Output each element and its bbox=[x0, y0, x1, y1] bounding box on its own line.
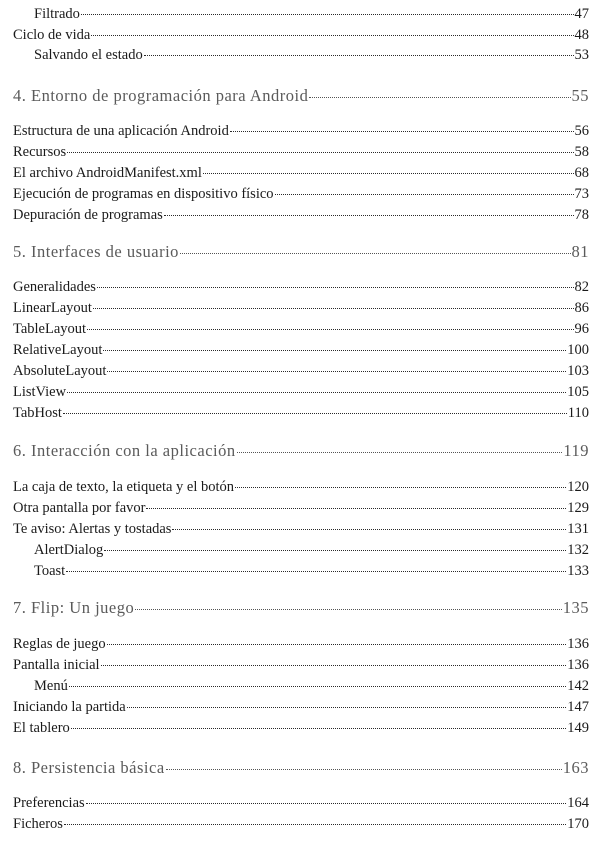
toc-entry-page: 103 bbox=[567, 363, 589, 379]
dot-leader bbox=[97, 287, 574, 288]
toc-entry-page: 132 bbox=[567, 542, 589, 558]
toc-chapter-8[interactable] bbox=[13, 757, 589, 779]
toc-entry-label: El tablero bbox=[13, 720, 70, 736]
toc-chapter-title: 7. Flip: Un juego bbox=[13, 598, 135, 617]
toc-entry-label: AlertDialog bbox=[34, 542, 104, 558]
toc-entry-page: 131 bbox=[567, 521, 589, 537]
toc-chapter-page: 81 bbox=[571, 242, 589, 261]
toc-entry-label: LinearLayout bbox=[13, 300, 92, 316]
toc-entry-label: Menú bbox=[34, 678, 68, 694]
toc-entry-te-aviso[interactable] bbox=[13, 520, 589, 538]
toc-entry-alertdialog[interactable] bbox=[34, 541, 589, 559]
toc-entry-label: Ejecución de programas en dispositivo físico bbox=[13, 186, 274, 202]
toc-entry-page: 73 bbox=[574, 186, 589, 202]
toc-entry-label: ListView bbox=[13, 384, 67, 400]
toc-entry-page: 47 bbox=[574, 6, 589, 22]
toc-entry-label: TableLayout bbox=[13, 321, 87, 337]
toc-entry-page: 68 bbox=[574, 165, 589, 181]
toc-chapter-page: 119 bbox=[563, 441, 589, 460]
toc-entry-label: Toast bbox=[34, 563, 66, 579]
toc-entry-page: 129 bbox=[567, 500, 589, 516]
toc-entry-page: 120 bbox=[567, 479, 589, 495]
toc-entry-page: 56 bbox=[574, 123, 589, 139]
toc-entry-page: 105 bbox=[567, 384, 589, 400]
dot-leader bbox=[101, 665, 567, 666]
dot-leader bbox=[127, 707, 567, 708]
toc-entry-otra-pantalla[interactable] bbox=[13, 499, 589, 517]
toc-entry-label: El archivo AndroidManifest.xml bbox=[13, 165, 202, 181]
dot-leader bbox=[103, 350, 566, 351]
toc-entry-filtrado[interactable] bbox=[34, 5, 589, 23]
toc-entry-page: 48 bbox=[574, 27, 589, 43]
toc-chapter-page: 163 bbox=[562, 758, 589, 777]
dot-leader bbox=[235, 487, 566, 488]
toc-entry-absolutelayout[interactable] bbox=[13, 362, 589, 380]
dot-leader bbox=[203, 173, 574, 174]
toc-chapter-title: 4. Entorno de programación para Android bbox=[13, 86, 309, 105]
toc-entry-page: 96 bbox=[574, 321, 589, 337]
dot-leader bbox=[93, 308, 574, 309]
toc-entry-recursos[interactable] bbox=[13, 143, 589, 161]
dot-leader bbox=[107, 644, 567, 645]
dot-leader bbox=[87, 329, 573, 330]
dot-leader bbox=[275, 194, 574, 195]
toc-entry-linearlayout[interactable] bbox=[13, 299, 589, 317]
toc-entry-generalidades[interactable] bbox=[13, 278, 589, 296]
toc-entry-label: Salvando el estado bbox=[34, 47, 143, 63]
toc-entry-label: Te aviso: Alertas y tostadas bbox=[13, 521, 172, 537]
toc-entry-menu[interactable] bbox=[34, 677, 589, 695]
toc-entry-label: Reglas de juego bbox=[13, 636, 106, 652]
toc-chapter-page: 55 bbox=[571, 86, 589, 105]
toc-entry-page: 100 bbox=[567, 342, 589, 358]
toc-entry-label: TabHost bbox=[13, 405, 62, 421]
dot-leader bbox=[86, 803, 567, 804]
toc-entry-ejecucion[interactable] bbox=[13, 185, 589, 203]
toc-entry-page: 170 bbox=[567, 816, 589, 832]
toc-entry-androidmanifest[interactable] bbox=[13, 164, 589, 182]
toc-entry-page: 149 bbox=[567, 720, 589, 736]
dot-leader bbox=[69, 686, 566, 687]
toc-entry-label: Ciclo de vida bbox=[13, 27, 91, 43]
dot-leader bbox=[63, 413, 567, 414]
toc-entry-ciclo-de-vida[interactable] bbox=[13, 26, 589, 44]
toc-entry-relativelayout[interactable] bbox=[13, 341, 589, 359]
toc-entry-tabhost[interactable] bbox=[13, 404, 589, 422]
toc-entry-label: Preferencias bbox=[13, 795, 85, 811]
toc-entry-label: La caja de texto, la etiqueta y el botón bbox=[13, 479, 235, 495]
dot-leader bbox=[230, 131, 574, 132]
dot-leader bbox=[71, 728, 566, 729]
dot-leader bbox=[64, 824, 566, 825]
dot-leader bbox=[135, 609, 561, 610]
toc-entry-page: 110 bbox=[567, 405, 589, 421]
dot-leader bbox=[164, 215, 574, 216]
toc-entry-label: Ficheros bbox=[13, 816, 63, 832]
toc-chapter-page: 135 bbox=[562, 598, 589, 617]
dot-leader bbox=[91, 35, 573, 36]
toc-chapter-title: 6. Interacción con la aplicación bbox=[13, 441, 236, 460]
toc-entry-page: 147 bbox=[567, 699, 589, 715]
toc-entry-page: 82 bbox=[574, 279, 589, 295]
dot-leader bbox=[67, 152, 573, 153]
toc-entry-caja-de-texto[interactable] bbox=[13, 478, 589, 496]
dot-leader bbox=[172, 529, 566, 530]
toc-entry-el-tablero[interactable] bbox=[13, 719, 589, 737]
toc-chapter-7[interactable] bbox=[13, 597, 589, 619]
toc-entry-depuracion[interactable] bbox=[13, 206, 589, 224]
dot-leader bbox=[237, 452, 563, 453]
dot-leader bbox=[66, 571, 566, 572]
toc-chapter-title: 8. Persistencia básica bbox=[13, 758, 165, 777]
toc-entry-page: 58 bbox=[574, 144, 589, 160]
toc-entry-preferencias[interactable] bbox=[13, 794, 589, 812]
toc-entry-label: RelativeLayout bbox=[13, 342, 103, 358]
toc-entry-label: Estructura de una aplicación Android bbox=[13, 123, 229, 139]
toc-entry-page: 133 bbox=[567, 563, 589, 579]
dot-leader bbox=[67, 392, 566, 393]
toc-entry-label: Depuración de programas bbox=[13, 207, 163, 223]
toc-entry-label: AbsoluteLayout bbox=[13, 363, 107, 379]
toc-entry-page: 142 bbox=[567, 678, 589, 694]
toc-entry-tablelayout[interactable] bbox=[13, 320, 589, 338]
toc-entry-ficheros[interactable] bbox=[13, 815, 589, 833]
toc-chapter-title: 5. Interfaces de usuario bbox=[13, 242, 179, 261]
dot-leader bbox=[309, 97, 570, 98]
dot-leader bbox=[146, 508, 566, 509]
toc-entry-pantalla-inicial[interactable] bbox=[13, 656, 589, 674]
toc-entry-label: Generalidades bbox=[13, 279, 96, 295]
dot-leader bbox=[166, 769, 562, 770]
toc-entry-page: 136 bbox=[567, 657, 589, 673]
dot-leader bbox=[107, 371, 566, 372]
toc-entry-salvando-el-estado[interactable] bbox=[34, 46, 589, 64]
toc-entry-label: Recursos bbox=[13, 144, 67, 160]
toc-chapter-4[interactable] bbox=[13, 85, 589, 107]
toc-entry-page: 86 bbox=[574, 300, 589, 316]
toc-entry-label: Otra pantalla por favor bbox=[13, 500, 146, 516]
toc-entry-label: Iniciando la partida bbox=[13, 699, 126, 715]
toc-entry-reglas[interactable] bbox=[13, 635, 589, 653]
toc-entry-label: Pantalla inicial bbox=[13, 657, 100, 673]
toc-entry-iniciando[interactable] bbox=[13, 698, 589, 716]
toc-chapter-6[interactable] bbox=[13, 440, 589, 462]
toc-entry-label: Filtrado bbox=[34, 6, 80, 22]
toc-entry-toast[interactable] bbox=[34, 562, 589, 580]
toc-entry-page: 164 bbox=[567, 795, 589, 811]
toc-entry-listview[interactable] bbox=[13, 383, 589, 401]
dot-leader bbox=[144, 55, 574, 56]
toc-chapter-5[interactable] bbox=[13, 241, 589, 263]
toc-entry-page: 78 bbox=[574, 207, 589, 223]
dot-leader bbox=[81, 14, 574, 15]
toc-entry-page: 136 bbox=[567, 636, 589, 652]
dot-leader bbox=[104, 550, 566, 551]
dot-leader bbox=[180, 253, 571, 254]
toc-entry-page: 53 bbox=[574, 47, 589, 63]
toc-entry-estructura[interactable] bbox=[13, 122, 589, 140]
